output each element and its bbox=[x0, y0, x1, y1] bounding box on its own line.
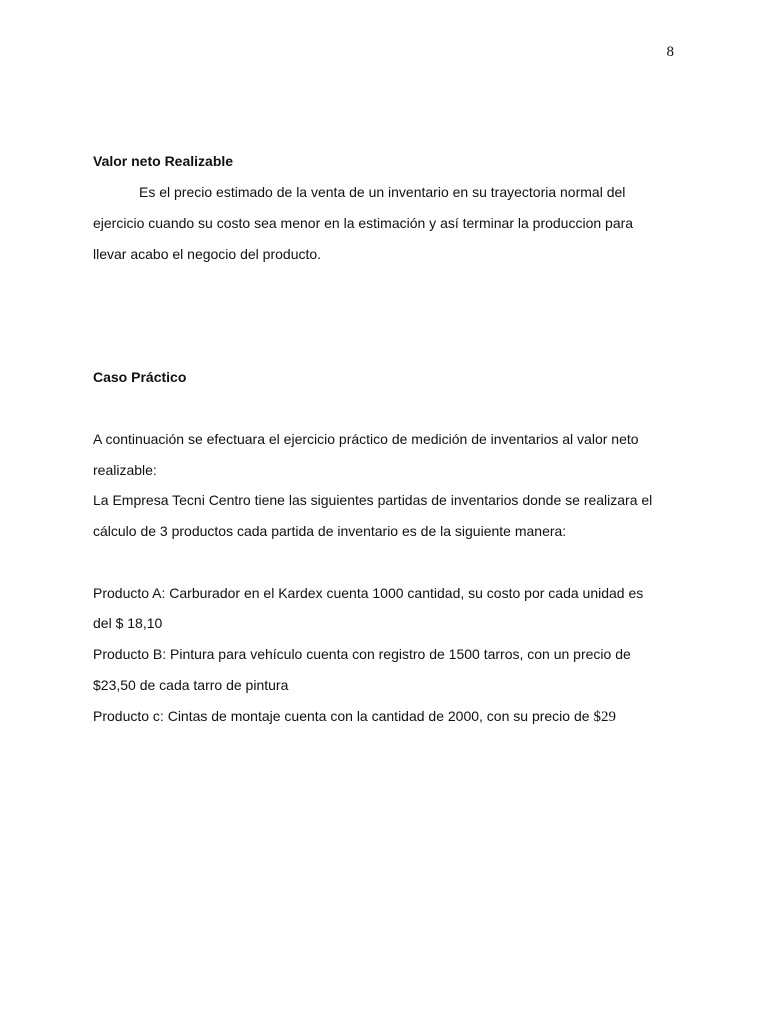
section-heading-valor-neto: Valor neto Realizable bbox=[93, 153, 234, 169]
paragraph-line: llevar acabo el negocio del producto. bbox=[93, 246, 322, 262]
page-number: 8 bbox=[666, 44, 674, 60]
paragraph-line: realizable: bbox=[93, 462, 157, 478]
product-c-text: Producto c: Cintas de montaje cuenta con la cantidad de 2000, con su precio de bbox=[93, 708, 594, 724]
paragraph-line: La Empresa Tecni Centro tiene las siguientes partidas de inventarios donde se realizara el bbox=[93, 492, 653, 508]
paragraph-line: Es el precio estimado de la venta de un inventario en su trayectoria normal del bbox=[139, 184, 626, 200]
product-b-line: $23,50 de cada tarro de pintura bbox=[93, 677, 289, 693]
product-a-line: del $ 18,10 bbox=[93, 615, 163, 631]
paragraph-line: cálculo de 3 productos cada partida de inventario es de la siguiente manera: bbox=[93, 523, 567, 539]
product-b-line: Producto B: Pintura para vehículo cuenta con registro de 1500 tarros, con un precio de bbox=[93, 646, 631, 662]
product-a-line: Producto A: Carburador en el Kardex cuenta 1000 cantidad, su costo por cada unidad es bbox=[93, 585, 644, 601]
paragraph-line: ejercicio cuando su costo sea menor en la estimación y así terminar la produccion para bbox=[93, 215, 634, 231]
product-c-price: $29 bbox=[593, 709, 616, 725]
product-c-line bbox=[93, 707, 616, 726]
section-heading-caso-practico: Caso Práctico bbox=[93, 369, 187, 385]
paragraph-line: A continuación se efectuara el ejercicio práctico de medición de inventarios al valor neto bbox=[93, 431, 639, 447]
